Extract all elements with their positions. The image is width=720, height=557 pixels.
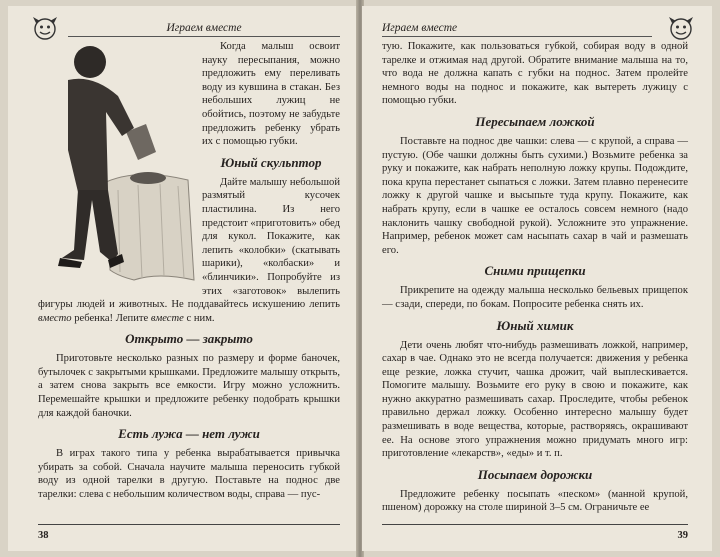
- heading-puddle: Есть лужа — нет лужи: [118, 426, 260, 442]
- paragraph-pour-with-spoon: Поставьте на поднос две чашки: слева — с крупой, а справа — пустую. (Обе чашки должны быть сухими.) Возьмите ребенка за руку и покажите, как набрать неполную ложку крупы. Подождите, пока крупа перестанет сыпаться с ложки. Затем плавно перенесите ложку к другой чашке и высыпьте туда крупу. Покажите, как набрать крупу, если в чашке ее осталось совсем немного (надо наклонить чашку свободной рукой). Усложните это упражнение. Например, ребенок может сам насыпать сахар в чай и размешать его.: [382, 135, 688, 256]
- footer-rule: [382, 524, 688, 525]
- paragraph-open-closed: Приготовьте несколько разных по размеру и форме баночек, бутылочек с закрытыми крышками. Предложите малышу открыть, а затем снова закрыть все емкости. Игру можно усложнить. Перемешайте крышки и предложите ребенку подобрать крышки для каждой баночки.: [38, 353, 340, 419]
- intro-paragraph: Когда малыш освоит науку пересыпания, можно предложить ему переливать воду из кувшина в стакан. Без небольших лужиц не обойтись, поэтому не забудьте предложить ребенку убрать их с помощью губки.: [202, 41, 340, 148]
- right-page: [362, 6, 712, 551]
- heading-sprinkle-paths: Посыпаем дорожки: [477, 466, 593, 482]
- heading-pour-with-spoon: Пересыпаем ложкой: [475, 113, 595, 129]
- paragraph-sprinkle-paths: Предложите ребенку посыпать «песком» (манной крупой, пшеном) дорожку на столе шириной 3–5 см. Ограничьте ее: [382, 488, 688, 514]
- paragraph-puddle: В играх такого типа у ребенка вырабатывается привычка убирать за собой. Сначала научите малыша переносить губкой воду из одной тарелки в другую. Поставьте на поднос две тарелки: слева с небольшим количеством воды, справа — пус-: [38, 448, 340, 501]
- mascot-icon: [30, 14, 60, 42]
- heading-young-chemist: Юный химик: [496, 317, 574, 333]
- left-page: [8, 6, 358, 551]
- footer-rule: [38, 524, 340, 525]
- continued-paragraph: тую. Покажите, как пользоваться губкой, собирая воду в одной тарелке и отжимая над другой. Обратите внимание малыша на то, что вода не должна капать с губки на поднос. Затем пролейте немного воды на поднос и покажите, как вытереть лужицу с помощью губки.: [382, 41, 688, 107]
- paragraph-young-chemist: Дети очень любят что-нибудь размешивать ложкой, например, сахар в чае. Однако это не всегда получается: движения у ребенка еще резкие, ложка стучит, чашка дрожит, чай выплескивается. Помогите малышу. Возьмите его руку в свою и покажите, как нужно аккуратно размешивать сахар. Проследите, чтобы ребенок правильно держал ложку. Особенно интересно малышу будет размешивать в воде вещества, которые, растворяясь, окрашивают ее. На основе этого упражнения можно придумать много игр: приготовление «лекарств», «еды» и т. п.: [382, 339, 688, 460]
- mascot-icon: [666, 14, 696, 42]
- photo-child-with-jug: [38, 40, 196, 288]
- paragraph-remove-pins: Прикрепите на одежду малыша несколько бельевых прищепок — сзади, спереди, по бокам. Попросите ребенка снять их.: [382, 285, 688, 310]
- running-head: Играем вместе: [68, 22, 340, 37]
- page-number: 39: [677, 530, 688, 541]
- heading-open-closed: Открыто — закрыто: [125, 331, 253, 347]
- heading-young-sculptor: Юный скульптор: [220, 154, 322, 170]
- heading-remove-pins: Сними прищепки: [484, 263, 586, 279]
- paragraph-young-sculptor: Дайте малышу небольшой размятый кусочек пластилина. Из него предстоит «приготовить» обед для кукол. Покажите, как лепить «колобки» (скатывать шарики), «колбаски» и «блинчики». Попробуйте из этих «заготовок» вылепить фигуры людей и животных. Не поддавайтесь искушению лепить вместо ребенка! Лепите вместе с ним.: [38, 176, 340, 324]
- running-head: Играем вместе: [382, 22, 652, 37]
- page-number: 38: [38, 530, 49, 541]
